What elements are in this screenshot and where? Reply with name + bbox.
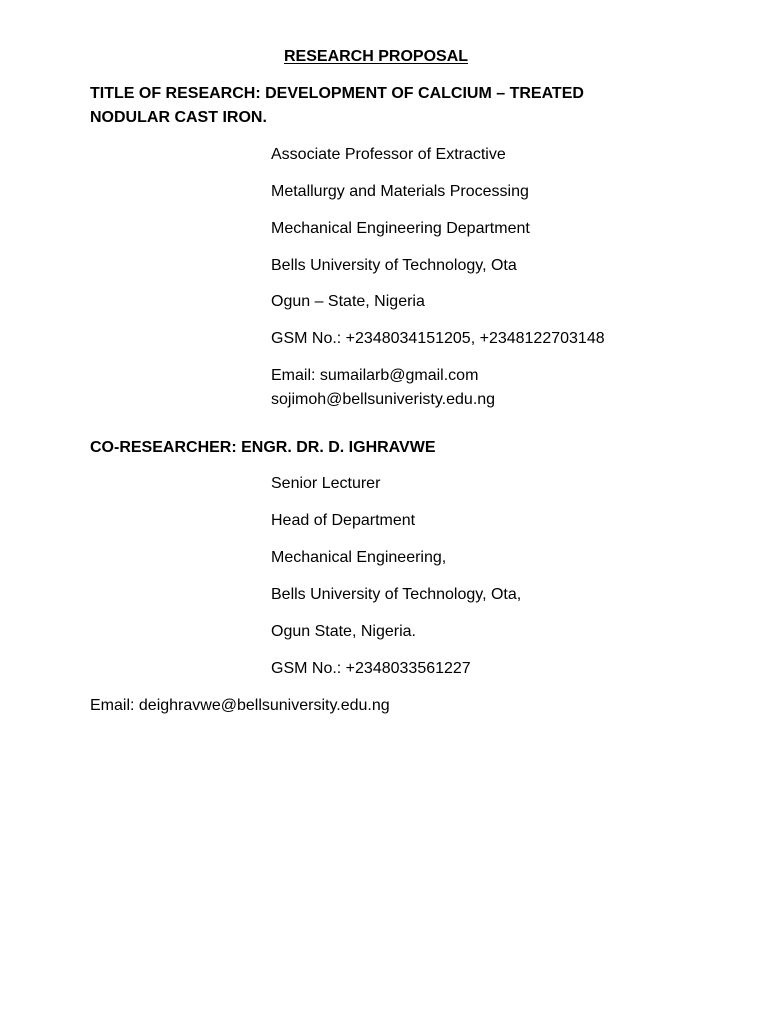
co-researcher-role: Head of Department: [271, 512, 416, 529]
co-researcher-position: Senior Lecturer: [271, 475, 381, 492]
co-researcher-location: Ogun State, Nigeria.: [271, 623, 416, 640]
researcher-field: Metallurgy and Materials Processing: [271, 183, 529, 200]
research-title-line-2: NODULAR CAST IRON.: [90, 109, 267, 126]
co-researcher-phone: GSM No.: +2348033561227: [271, 660, 471, 677]
document-heading: RESEARCH PROPOSAL: [284, 48, 469, 65]
co-researcher-department: Mechanical Engineering,: [271, 549, 447, 566]
research-title-line-1: TITLE OF RESEARCH: DEVELOPMENT OF CALCIUM – TREATED: [90, 85, 584, 102]
researcher-email-secondary: sojimoh@bellsuniveristy.edu.ng: [271, 391, 496, 408]
co-researcher-email: Email: deighravwe@bellsuniversity.edu.ng: [90, 697, 390, 714]
co-researcher-university: Bells University of Technology, Ota,: [271, 586, 522, 603]
researcher-email: Email: sumailarb@gmail.com: [271, 367, 479, 384]
researcher-position: Associate Professor of Extractive: [271, 146, 506, 163]
researcher-location: Ogun – State, Nigeria: [271, 293, 425, 310]
co-researcher-label: CO-RESEARCHER: ENGR. DR. D. IGHRAVWE: [90, 439, 436, 456]
researcher-department: Mechanical Engineering Department: [271, 220, 530, 237]
researcher-phone: GSM No.: +2348034151205, +2348122703148: [271, 330, 605, 347]
researcher-university: Bells University of Technology, Ota: [271, 257, 517, 274]
